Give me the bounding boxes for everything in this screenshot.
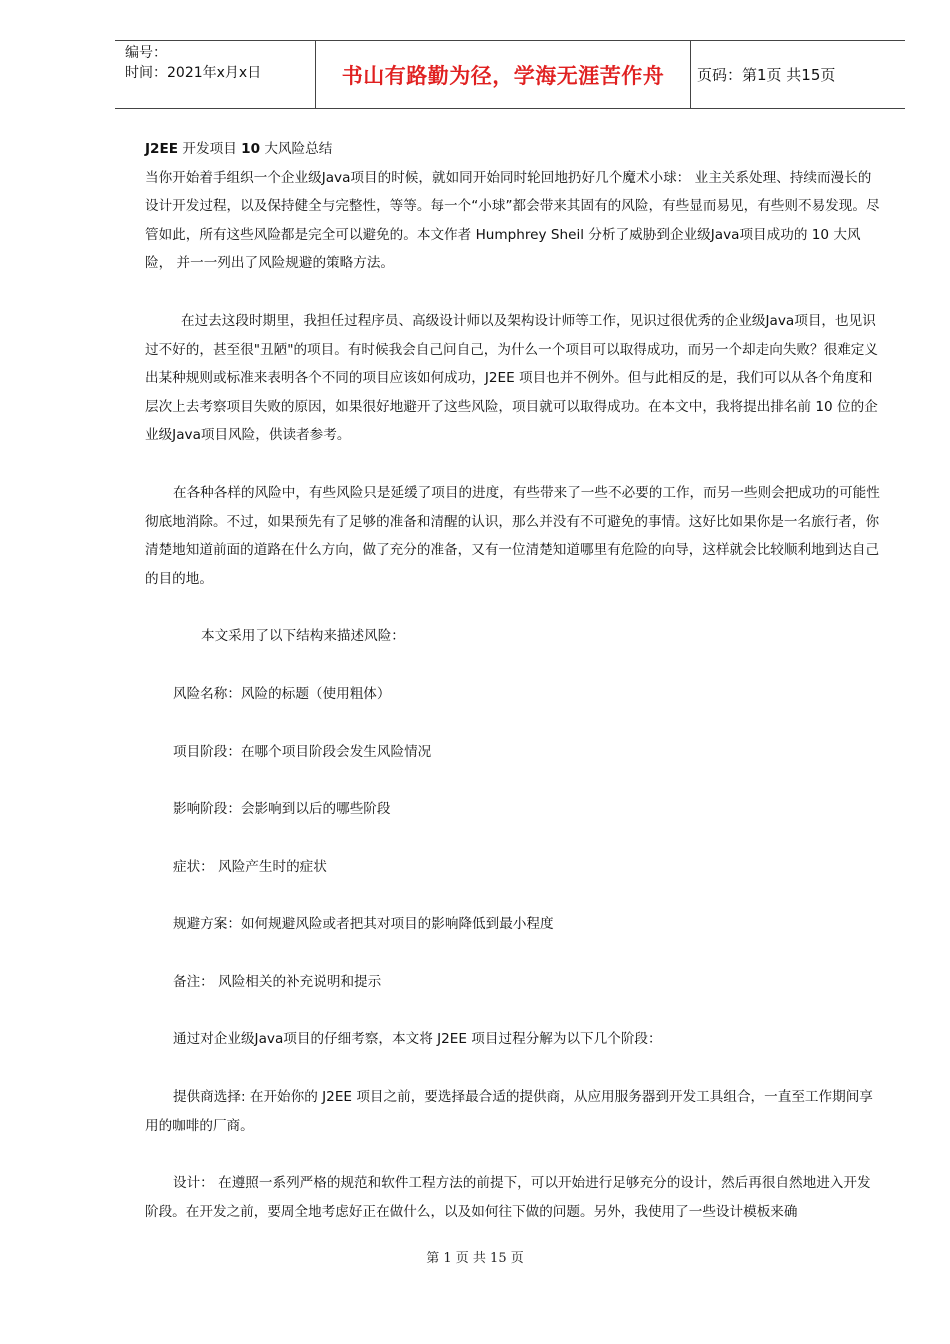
intro-paragraph: 当你开始着手组织一个企业级Java项目的时候，就如同开始同时轮回地扔好几个魔术小球： 业主关系处理、持续而漫长的设计开发过程，以及保持健全与完整性，等等。每一个“小球”都会带来其固有的风险，有些显而易见，有些则不易发现。尽管如此，所有这些风险都是完全可以避免的。本文作者 Humphrey Sheil 分析了威胁到企业级Java项目成功的 10 大风险， 并一一列出了风险规避的策略方法。 bbox=[145, 169, 880, 272]
page-info: 页码：第1页 共15页 bbox=[697, 66, 836, 84]
structure-item: 症状： 风险产生时的症状 bbox=[173, 858, 327, 875]
structure-item: 备注： 风险相关的补充说明和提示 bbox=[173, 973, 382, 990]
time-label: 时间：2021年x月x日 bbox=[125, 65, 262, 81]
doc-title bbox=[145, 135, 880, 164]
title-part: 10 bbox=[241, 141, 261, 157]
phase-item: 设计： 在遵照一系列严格的规范和软件工程方法的前提下，可以开始进行足够充分的设计，然后再很自然地进入开发阶段。在开发之前，要周全地考虑好正在做什么，以及如何往下做的问题。另外，我使用了一些设计模板来确 bbox=[145, 1175, 871, 1220]
phase-item: 提供商选择: 在开始你的 J2EE 项目之前，要选择最合适的提供商，从应用服务器到开发工具组合，一直至工作期间享用的咖啡的厂商。 bbox=[145, 1089, 873, 1134]
paragraph: 在过去这段时期里，我担任过程序员、高级设计师以及架构设计师等工作，见识过很优秀的企业级Java项目，也见识过不好的，甚至很"丑陋"的项目。有时候我会自己问自己，为什么一个项目可以取得成功，而另一个却走向失败？很难定义出某种规则或标准来表明各个不同的项目应该如何成功，J2EE 项目也并不例外。但与此相反的是，我们可以从各个角度和层次上去考察项目失败的原因，如果很好地避开了这些风险，项目就可以取得成功。在本文中，我将提出排名前 10 位的企业级Java项目风险，供读者参考。 bbox=[145, 312, 878, 444]
structure-item: 项目阶段：在哪个项目阶段会发生风险情况 bbox=[173, 743, 432, 760]
structure-item: 风险名称：风险的标题（使用粗体） bbox=[173, 685, 391, 702]
header-page-info bbox=[691, 41, 911, 108]
page-footer: 第 1 页 共 15 页 bbox=[426, 1251, 524, 1266]
structure-item: 规避方案：如何规避风险或者把其对项目的影响降低到最小程度 bbox=[173, 916, 554, 933]
phases-intro: 通过对企业级Java项目的仔细考察，本文将 J2EE 项目过程分解为以下几个阶段： bbox=[173, 1031, 662, 1048]
serial-label: 编号： bbox=[125, 45, 167, 61]
motto: 书山有路勤为径，学海无涯苦作舟 bbox=[341, 62, 665, 88]
header-meta bbox=[115, 41, 315, 110]
paragraph: 在各种各样的风险中，有些风险只是延缓了项目的进度，有些带来了一些不必要的工作，而另一些则会把成功的可能性彻底地消除。不过，如果预先有了足够的准备和清醒的认识，那么并没有不可避免的事情。这好比如果你是一名旅行者，你清楚地知道前面的道路在什么方向，做了充分的准备，又有一位清楚知道哪里有危险的向导，这样就会比较顺利地到达自己的目的地。 bbox=[145, 484, 880, 587]
title-part: 开发项目 bbox=[178, 141, 242, 157]
structure-item: 影响阶段：会影响到以后的哪些阶段 bbox=[173, 801, 391, 818]
document-body bbox=[145, 135, 880, 1226]
header-motto-cell bbox=[315, 41, 691, 108]
structure-intro: 本文采用了以下结构来描述风险： bbox=[201, 628, 405, 645]
title-part: J2EE bbox=[145, 141, 179, 157]
title-part: 大风险总结 bbox=[260, 141, 333, 157]
page-header bbox=[115, 40, 905, 109]
